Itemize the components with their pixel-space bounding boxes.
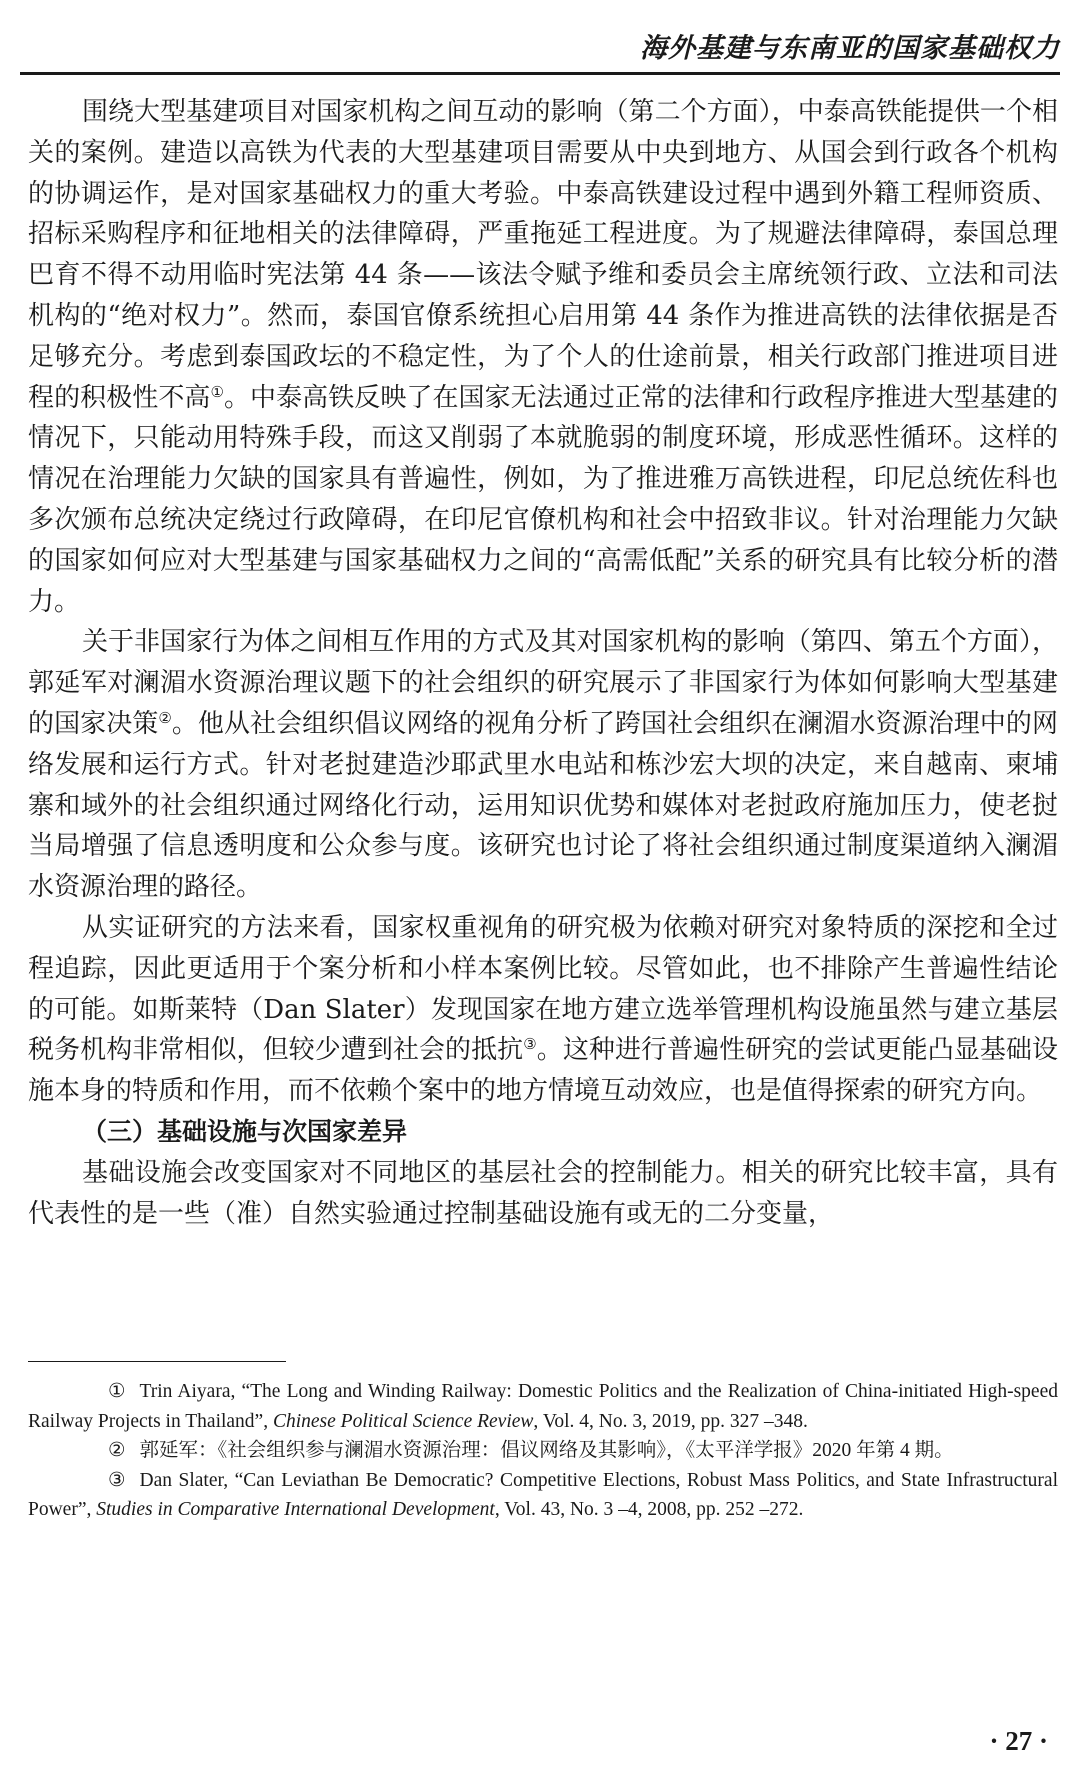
- footnote-ref-3[interactable]: ③: [523, 1035, 537, 1054]
- footnotes: [28, 1377, 1058, 1525]
- footnote-2: ② 郭延军：《社会组织参与澜湄水资源治理：倡议网络及其影响》，《太平洋学报》2020 年第 4 期。: [108, 1440, 954, 1461]
- paragraph-2: 关于非国家行为体之间相互作用的方式及其对国家机构的影响（第四、第五个方面），郭延军对澜湄水资源治理议题下的社会组织的研究展示了非国家行为体如何影响大型基建的国家决策②。他从社会组织倡议网络的视角分析了跨国社会组织在澜湄水资源治理中的网络发展和运行方式。针对老挝建造沙耶武里水电站和栋沙宏大坝的决定，来自越南、柬埔寨和域外的社会组织通过网络化行动，运用知识优势和媒体对老挝政府施加压力，使老挝当局增强了信息透明度和公众参与度。该研究也讨论了将社会组织通过制度渠道纳入澜湄水资源治理的路径。: [28, 627, 1058, 903]
- footnote-ref-2[interactable]: ②: [158, 708, 172, 727]
- section-heading: （三）基础设施与次国家差异: [82, 1116, 408, 1146]
- footnote-ref-1[interactable]: ①: [210, 382, 224, 401]
- page-number: · 27 ·: [989, 1726, 1048, 1756]
- running-header: 海外基建与东南亚的国家基础权力: [640, 33, 1060, 64]
- body-text: [28, 92, 1058, 1234]
- paragraph-1: 围绕大型基建项目对国家机构之间互动的影响（第二个方面），中泰高铁能提供一个相关的案例。建造以高铁为代表的大型基建项目需要从中央到地方、从国会到行政各个机构的协调运作，是对国家基础权力的重大考验。中泰高铁建设过程中遇到外籍工程师资质、招标采购程序和征地相关的法律障碍，严重拖延工程进度。为了规避法律障碍，泰国总理巴育不得不动用临时宪法第 44 条——该法令赋予维和委员会主席统领行政、立法和司法机构的“绝对权力”。然而，泰国官僚系统担心启用第 44 条作为推进高铁的法律依据是否足够充分。考虑到泰国政坛的不稳定性，为了个人的仕途前景，相关行政部门推进项目进程的积极性不高①。中泰高铁反映了在国家无法通过正常的法律和行政程序推进大型基建的情况下，只能动用特殊手段，而这又削弱了本就脆弱的制度环境，形成恶性循环。这样的情况在治理能力欠缺的国家具有普遍性，例如，为了推进雅万高铁进程，印尼总统佐科也多次颁布总统决定绕过行政障碍，在印尼官僚机构和社会中招致非议。针对治理能力欠缺的国家如何应对大型基建与国家基础权力之间的“高需低配”关系的研究具有比较分析的潜力。: [28, 97, 1058, 617]
- header-rule: [20, 72, 1060, 75]
- paragraph-3: 从实证研究的方法来看，国家权重视角的研究极为依赖对研究对象特质的深挖和全过程追踪，因此更适用于个案分析和小样本案例比较。尽管如此，也不排除产生普遍性结论的可能。如斯莱特（Dan Slater）发现国家在地方建立选举管理机构设施虽然与建立基层税务机构非常相似，但较少遭到社会的抵抗③。这种进行普遍性研究的尝试更能凸显基础设施本身的特质和作用，而不依赖个案中的地方情境互动效应，也是值得探索的研究方向。: [28, 912, 1058, 1107]
- footnote-rule: [28, 1361, 286, 1362]
- footnote-3: ③ Dan Slater, “Can Leviathan Be Democratic? Competitive Elections, Robust Mass Politics, and State Infrastructural Power”, Studies in Comparative International Development, Vol. 43, No. 3 –4, 2008, pp. 252 –272.: [28, 1469, 1058, 1520]
- paragraph-4: 基础设施会改变国家对不同地区的基层社会的控制能力。相关的研究比较丰富，具有代表性的是一些（准）自然实验通过控制基础设施有或无的二分变量，: [28, 1157, 1058, 1229]
- footnote-1: ① Trin Aiyara, “The Long and Winding Railway: Domestic Politics and the Realization of China-initiated High-speed Railway Projects in Thailand”, Chinese Political Science Review, Vol. 4, No. 3, 2019, pp. 327 –348.: [28, 1381, 1058, 1432]
